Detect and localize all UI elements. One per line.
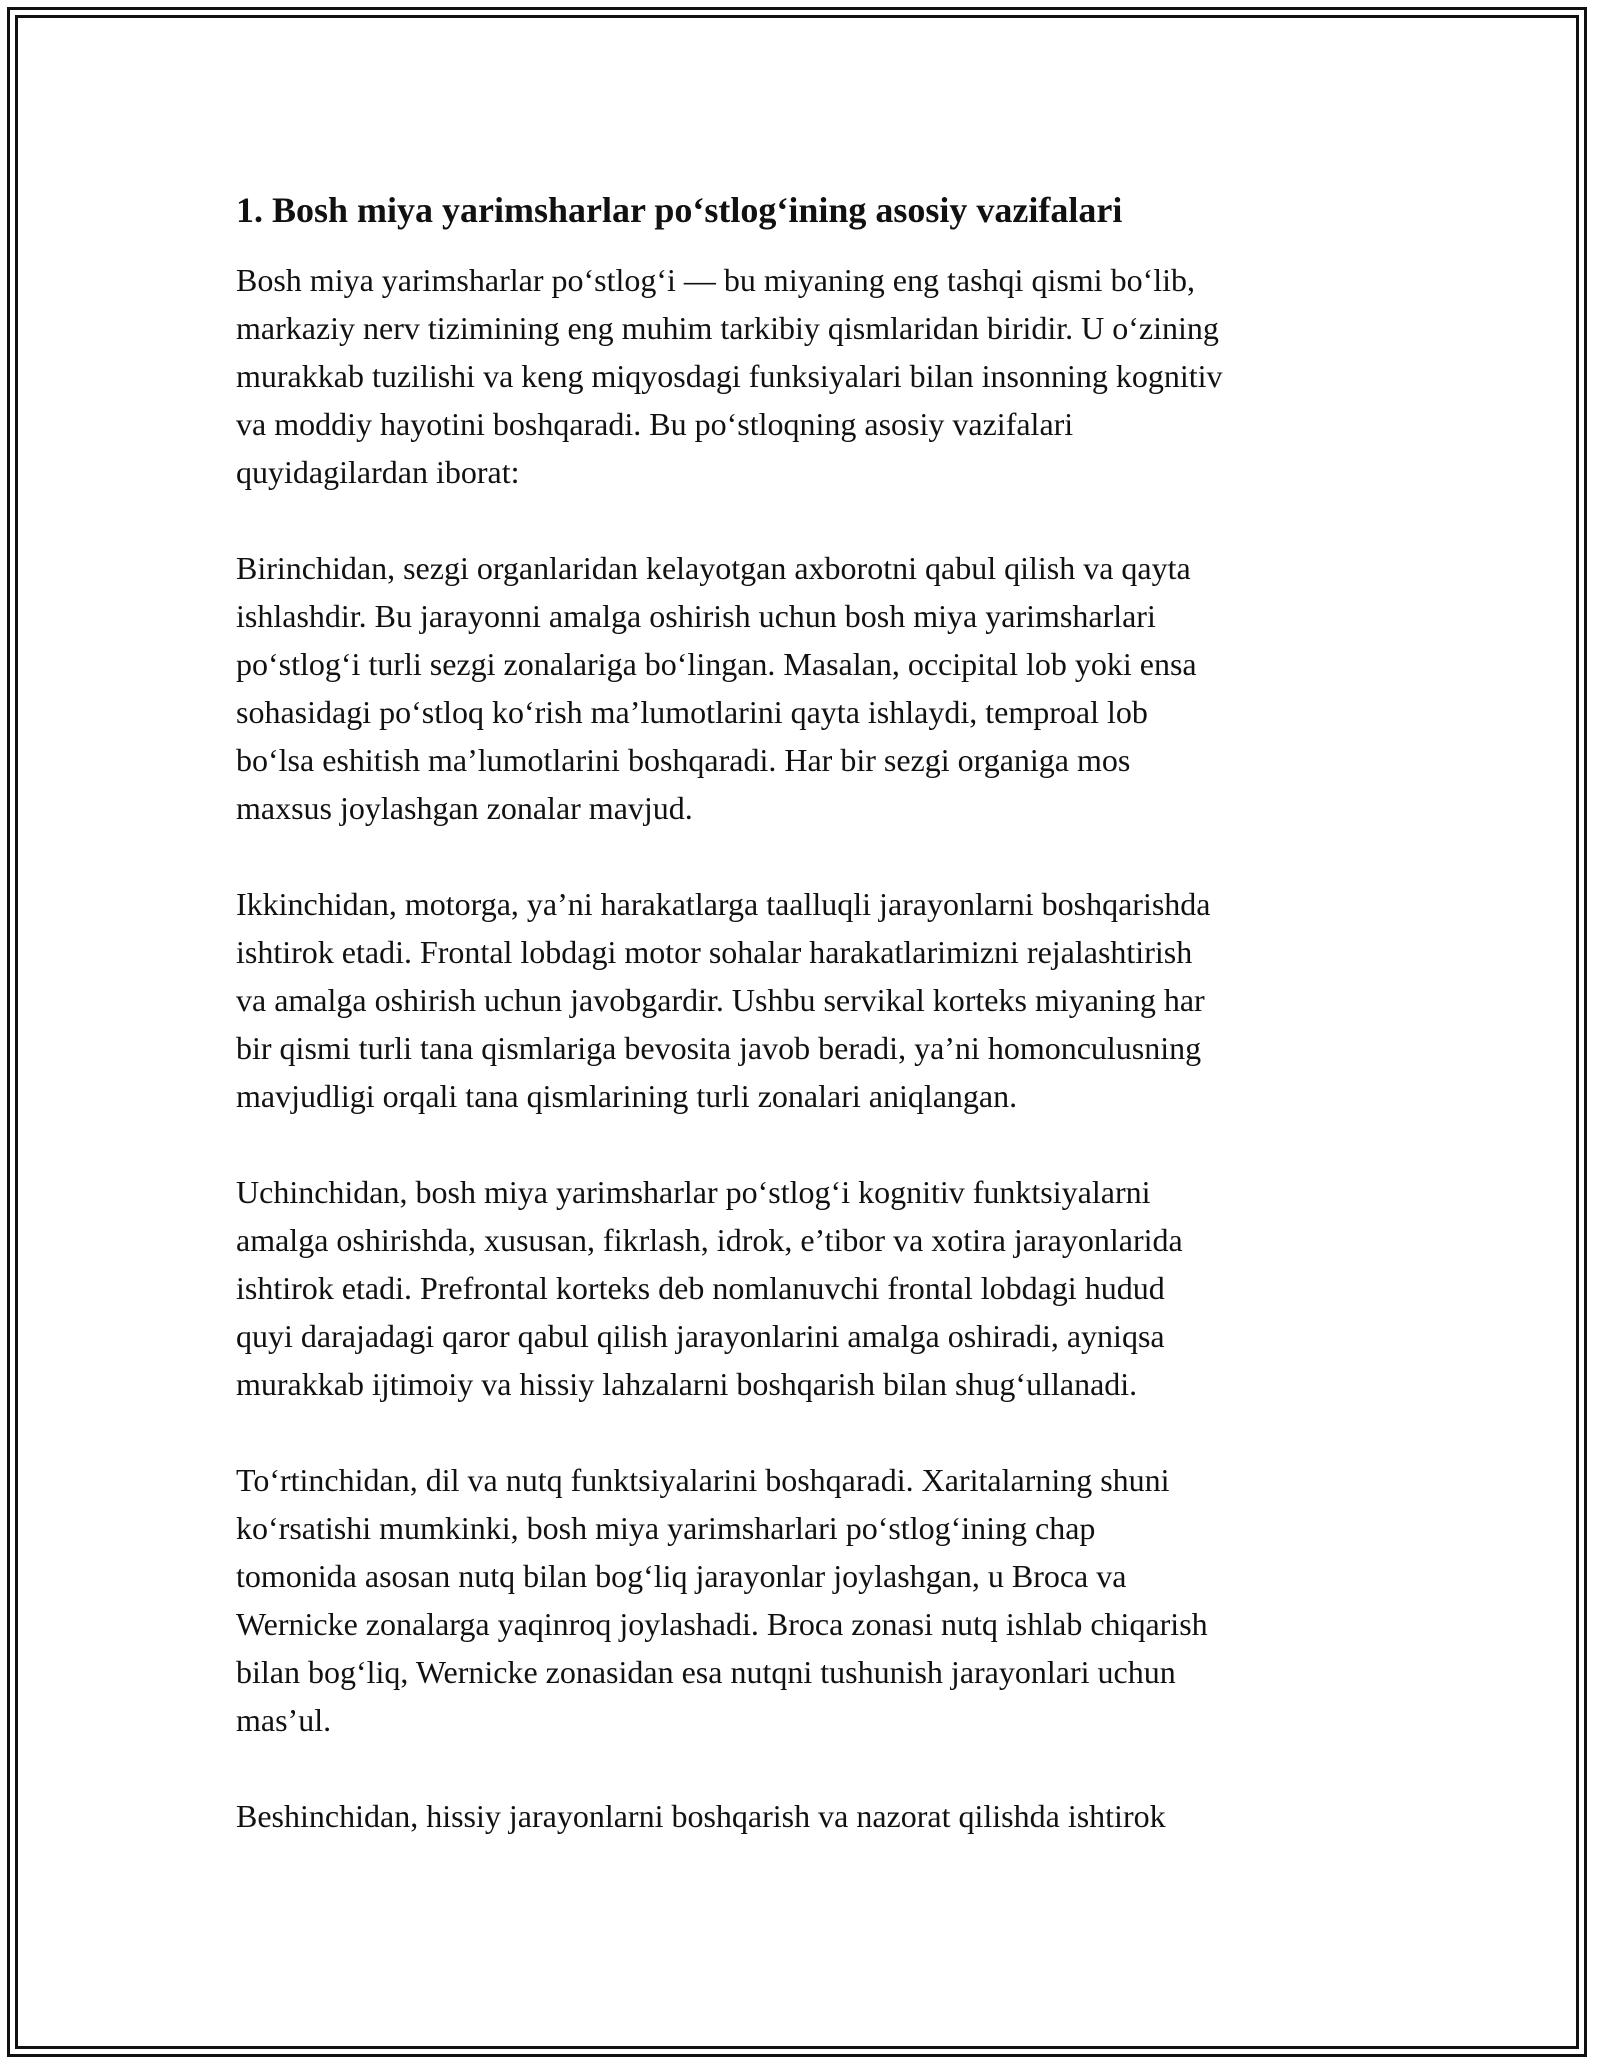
- paragraph-fourth: To‘rtinchidan, dil va nutq funktsiyalarini boshqaradi. Xaritalarning shuni ko‘rsatishi mumkinki, bosh miya yarimsharlari po‘stlog‘ining chap tomonida asosan nutq bilan bog‘liq jarayonlar joylashgan, u Broca va Wernicke zonalarga yaqinroq joylashadi. Broca zonasi nutq ishlab chiqarish bilan bog‘liq, Wernicke zonasidan esa nutqni tushunish jarayonlari uchun mas’ul.: [236, 1462, 1208, 1738]
- paragraph-first: Birinchidan, sezgi organlaridan kelayotgan axborotni qabul qilish va qayta ishlashdir. Bu jarayonni amalga oshirish uchun bosh miya yarimsharlari po‘stlog‘i turli sezgi zonalariga bo‘lingan. Masalan, occipital lob yoki ensa sohasidagi po‘stloq ko‘rish ma’lumotlarini qayta ishlaydi, temproal lob bo‘lsa eshitish ma’lumotlarini boshqaradi. Har bir sezgi organiga mos maxsus joylashgan zonalar mavjud.: [236, 550, 1197, 826]
- paragraph-third: Uchinchidan, bosh miya yarimsharlar po‘stlog‘i kognitiv funktsiyalarni amalga oshirishda, xususan, fikrlash, idrok, e’tibor va xotira jarayonlarida ishtirok etadi. Prefrontal korteks deb nomlanuvchi frontal lobdagi hudud quyi darajadagi qaror qabul qilish jarayonlarini amalga oshiradi, ayniqsa murakkab ijtimoiy va hissiy lahzalarni boshqarish bilan shug‘ullanadi.: [236, 1174, 1183, 1402]
- section-title: 1. Bosh miya yarimsharlar po‘stlog‘ining asosiy vazifalari: [236, 190, 1123, 230]
- paragraph-intro: Bosh miya yarimsharlar po‘stlog‘i — bu miyaning eng tashqi qismi bo‘lib, markaziy nerv tizimining eng muhim tarkibiy qismlaridan biridir. U o‘zining murakkab tuzilishi va keng miqyosdagi funksiyalari bilan insonning kognitiv va moddiy hayotini boshqaradi. Bu po‘stloqning asosiy vazifalari quyidagilardan iborat:: [236, 262, 1223, 490]
- paragraph-fifth: Beshinchidan, hissiy jarayonlarni boshqarish va nazorat qilishda ishtirok: [236, 1798, 1166, 1834]
- paragraph-second: Ikkinchidan, motorga, ya’ni harakatlarga taalluqli jarayonlarni boshqarishda ishtirok etadi. Frontal lobdagi motor sohalar harakatlarimizni rejalashtirish va amalga oshirish uchun javobgardir. Ushbu servikal korteks miyaning har bir qismi turli tana qismlariga bevosita javob beradi, ya’ni homonculusning mavjudligi orqali tana qismlarining turli zonalari aniqlangan.: [236, 886, 1211, 1114]
- document-body: [236, 186, 1372, 1888]
